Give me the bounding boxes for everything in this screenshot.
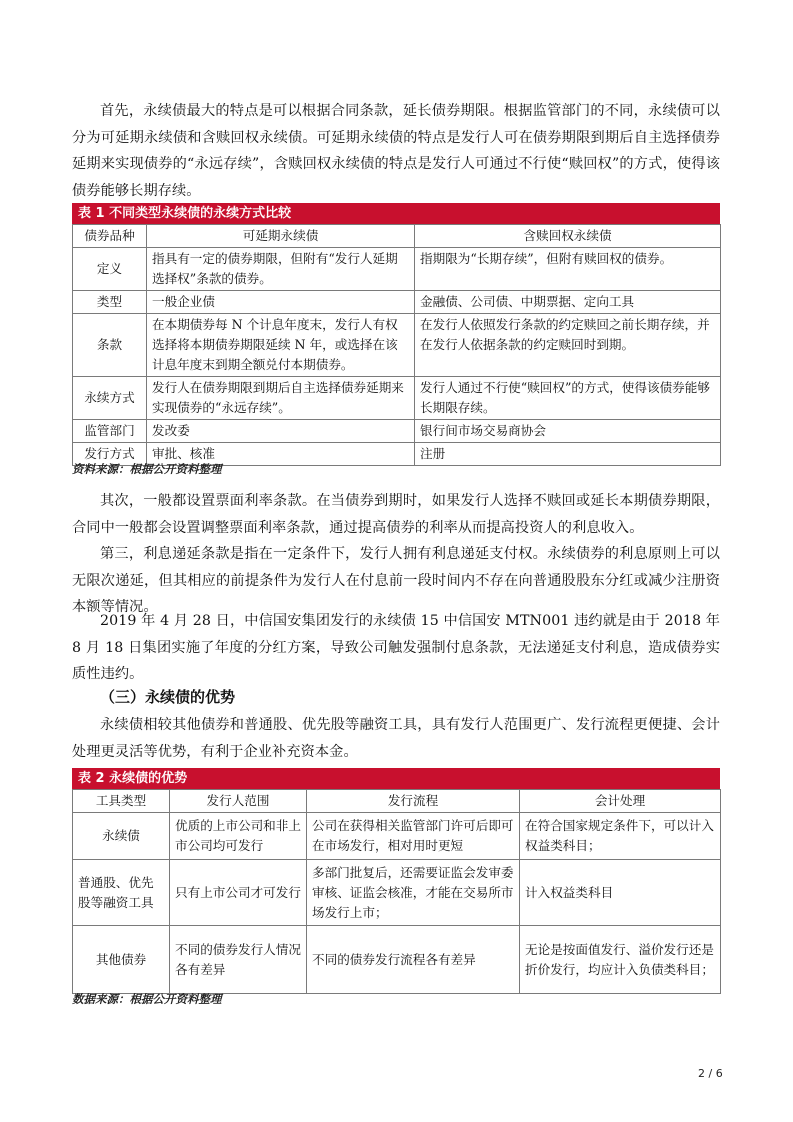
table-cell: 发行人在债券期限到期后自主选择债券延期来实现债券的“永远存续”。 xyxy=(147,377,415,420)
table2-source-note: 数据来源：根据公开资料整理 xyxy=(72,992,222,1006)
table2-header-cell: 工具类型 xyxy=(73,790,170,813)
table-cell: 其他债券 xyxy=(73,926,170,994)
table2-header-cell: 会计处理 xyxy=(520,790,721,813)
table1-header-cell: 可延期永续债 xyxy=(147,225,415,248)
table2-header-row xyxy=(73,790,721,813)
table-row xyxy=(73,314,721,377)
table1-header-cell: 含赎回权永续债 xyxy=(415,225,721,248)
table-cell: 优质的上市公司和非上市公司均可发行 xyxy=(170,813,307,860)
table-cell: 金融债、公司债、中期票据、定向工具 xyxy=(415,291,721,314)
table-cell: 永续方式 xyxy=(73,377,147,420)
table-cell: 发行方式 xyxy=(73,443,147,466)
table-row xyxy=(73,248,721,291)
table-cell: 在本期债券每 N 个计息年度末，发行人有权选择将本期债券期限延续 N 年，或选择在该计息年度末到期全额兑付本期债券。 xyxy=(147,314,415,377)
table-cell: 条款 xyxy=(73,314,147,377)
table-cell: 指具有一定的债券期限，但附有“发行人延期选择权”条款的债券。 xyxy=(147,248,415,291)
paragraph-features-3: 第三，利息递延条款是指在一定条件下，发行人拥有利息递延支付权。永续债券的利息原则上可以无限次递延，但其相应的前提条件为发行人在付息前一段时间内不存在向普通股股东分红或减少注册资本额等情况。 xyxy=(72,546,720,615)
table-row xyxy=(73,860,721,926)
table2 xyxy=(72,789,721,994)
table-cell: 类型 xyxy=(73,291,147,314)
table-row xyxy=(73,926,721,994)
table2-title: 表 2 永续债的优势 xyxy=(72,768,720,789)
paragraph-features-1: 首先，永续债最大的特点是可以根据合同条款，延长债券期限。根据监管部门的不同，永续债可以分为可延期永续债和含赎回权永续债。可延期永续债的特点是发行人可在债券期限到期后自主选择债券延期来实现债券的“永远存续”，含赎回权永续债的特点是发行人可通过不行使“赎回权”的方式，使得该债券能够长期存续。 xyxy=(72,103,720,199)
table2-header-cell: 发行人范围 xyxy=(170,790,307,813)
table-cell: 公司在获得相关监管部门许可后即可在市场发行，相对用时更短 xyxy=(307,813,520,860)
page-number: 2 / 6 xyxy=(698,1067,723,1080)
paragraph-default-case: 2019 年 4 月 28 日，中信国安集团发行的永续债 15 中信国安 MTN001 违约就是由于 2018 年 8 月 18 日集团实施了年度的分红方案，导致公司触发强制付息条款，无法递延支付利息，造成债券实质性违约。 xyxy=(72,613,720,682)
paragraph-advantages: 永续债相较其他债券和普通股、优先股等融资工具，具有发行人范围更广、发行流程更便捷、会计处理更灵活等优势，有利于企业补充资本金。 xyxy=(72,717,720,760)
table-row xyxy=(73,377,721,420)
paragraph-features-2: 其次，一般都设置票面利率条款。在当债券到期时，如果发行人选择不赎回或延长本期债券期限，合同中一般都会设置调整票面利率条款，通过提高债券的利率从而提高投资人的利息收入。 xyxy=(72,493,720,536)
table-cell: 监管部门 xyxy=(73,420,147,443)
table-cell: 不同的债券发行流程各有差异 xyxy=(307,926,520,994)
table1-header-cell: 债券品种 xyxy=(73,225,147,248)
table-cell: 普通股、优先股等融资工具 xyxy=(73,860,170,926)
table-cell: 审批、核准 xyxy=(147,443,415,466)
table-cell: 不同的债券发行人情况各有差异 xyxy=(170,926,307,994)
table1-source-note: 资料来源：根据公开资料整理 xyxy=(72,462,222,476)
table-cell: 银行间市场交易商协会 xyxy=(415,420,721,443)
table-cell: 指期限为“长期存续”，但附有赎回权的债券。 xyxy=(415,248,721,291)
table1-header-row xyxy=(73,225,721,248)
table-cell: 在发行人依照发行条款的约定赎回之前长期存续，并在发行人依据条款的约定赎回时到期。 xyxy=(415,314,721,377)
table-row xyxy=(73,813,721,860)
table1 xyxy=(72,224,721,466)
table-cell: 计入权益类科目 xyxy=(520,860,721,926)
table2-header-cell: 发行流程 xyxy=(307,790,520,813)
table-cell: 发改委 xyxy=(147,420,415,443)
table-cell: 定义 xyxy=(73,248,147,291)
table-cell: 永续债 xyxy=(73,813,170,860)
table-cell: 一般企业债 xyxy=(147,291,415,314)
table-cell: 只有上市公司才可发行 xyxy=(170,860,307,926)
table-cell: 多部门批复后，还需要证监会发审委审核、证监会核准，才能在交易所市场发行上市； xyxy=(307,860,520,926)
table-cell: 发行人通过不行使“赎回权”的方式，使得该债券能够长期限存续。 xyxy=(415,377,721,420)
section-heading: （三）永续债的优势 xyxy=(100,688,236,706)
table-cell: 在符合国家规定条件下，可以计入权益类科目； xyxy=(520,813,721,860)
table-row xyxy=(73,291,721,314)
table-cell: 注册 xyxy=(415,443,721,466)
table1-title: 表 1 不同类型永续债的永续方式比较 xyxy=(72,203,720,224)
table-row xyxy=(73,420,721,443)
table-cell: 无论是按面值发行、溢价发行还是折价发行，均应计入负债类科目； xyxy=(520,926,721,994)
